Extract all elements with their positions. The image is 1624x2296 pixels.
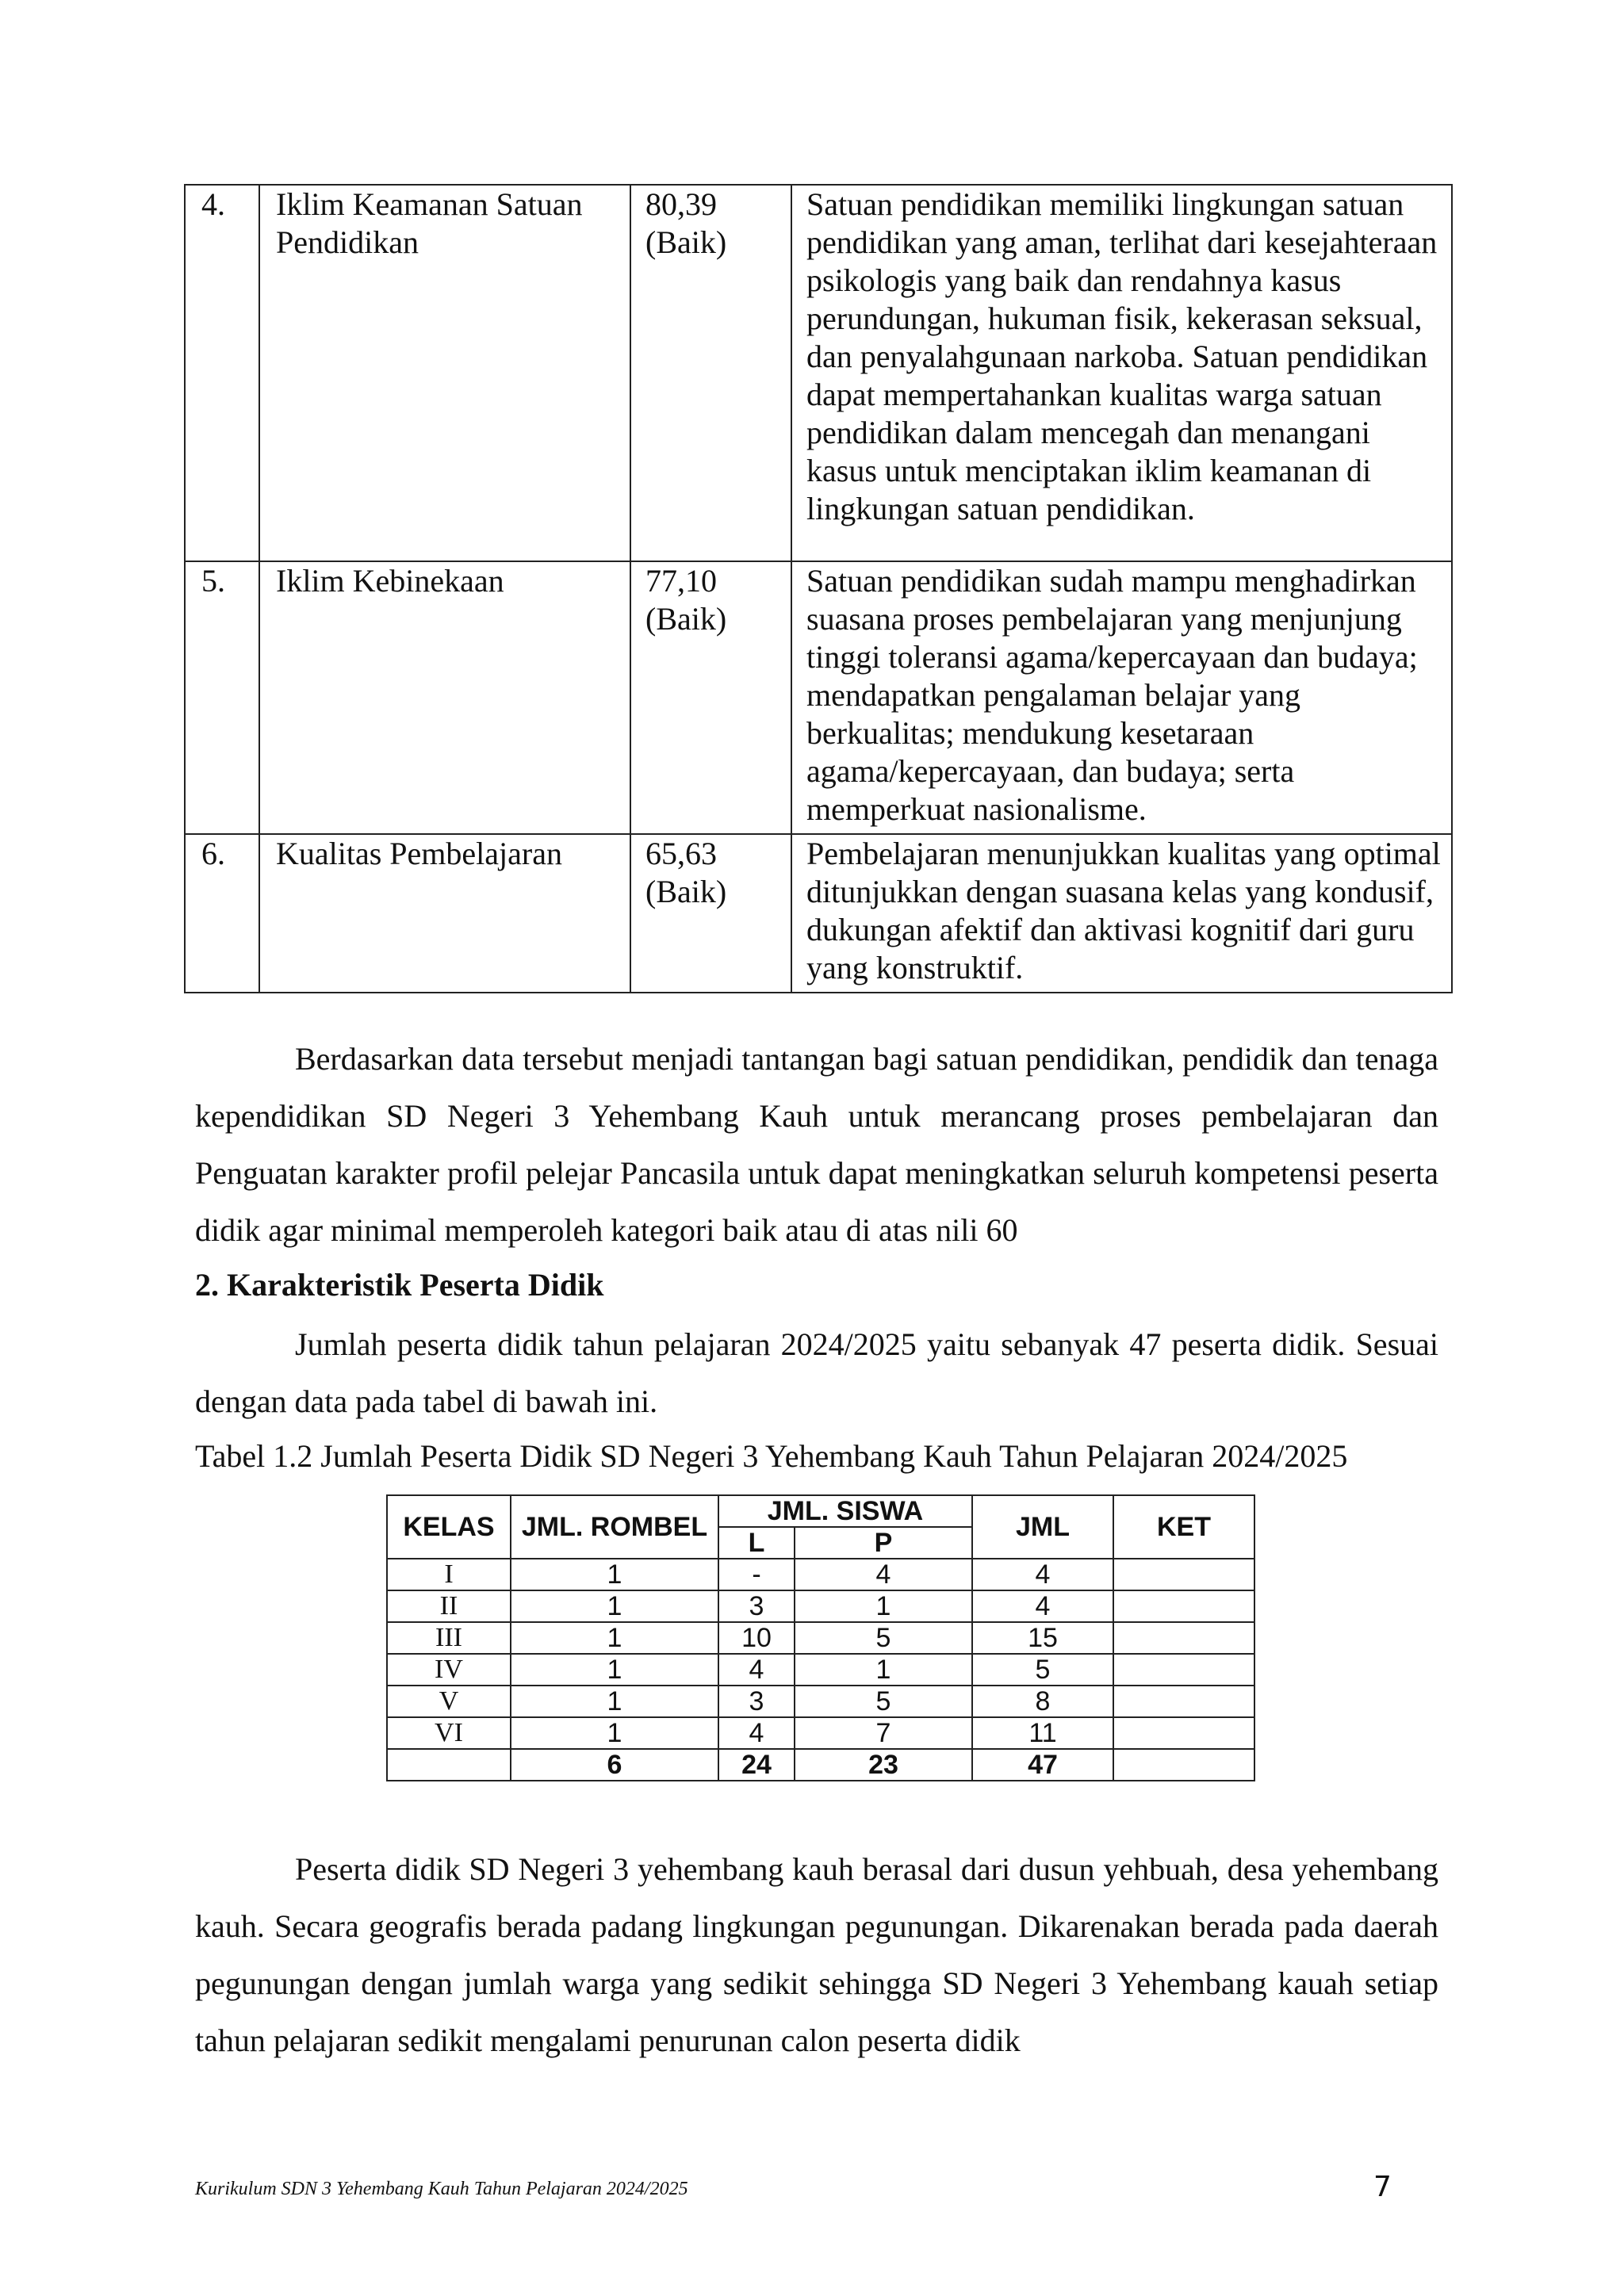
header-jml: JML xyxy=(972,1495,1113,1559)
cell-kelas: VI xyxy=(387,1717,511,1749)
total-p: 23 xyxy=(795,1749,972,1781)
indicator-description: Pembelajaran menunjukkan kualitas yang optimal ditunjukkan dengan suasana kelas yang kondusif, dukungan afektif dan aktivasi kognitif dari guru yang konstruktif. xyxy=(791,834,1452,993)
indicator-number: 4. xyxy=(185,185,259,561)
table-row xyxy=(387,1622,1254,1654)
header-p: P xyxy=(795,1527,972,1559)
cell-l: - xyxy=(718,1559,795,1590)
cell-rombel: 1 xyxy=(511,1654,718,1686)
cell-rombel: 1 xyxy=(511,1590,718,1622)
table-row xyxy=(387,1590,1254,1622)
cell-l: 4 xyxy=(718,1717,795,1749)
header-l: L xyxy=(718,1527,795,1559)
table-row xyxy=(387,1686,1254,1717)
indicator-score-cell xyxy=(630,185,791,561)
header-jml-siswa: JML. SISWA xyxy=(718,1495,972,1527)
cell-rombel: 1 xyxy=(511,1717,718,1749)
cell-jml: 15 xyxy=(972,1622,1113,1654)
indicator-row xyxy=(185,185,1452,561)
table-row xyxy=(387,1559,1254,1590)
total-l: 24 xyxy=(718,1749,795,1781)
indicator-row xyxy=(185,834,1452,993)
cell-rombel: 1 xyxy=(511,1622,718,1654)
cell-rombel: 1 xyxy=(511,1559,718,1590)
cell-kelas: II xyxy=(387,1590,511,1622)
cell-kelas: III xyxy=(387,1622,511,1654)
paragraph-student-count: Jumlah peserta didik tahun pelajaran 2024/2025 yaitu sebanyak 47 peserta didik. Sesuai dengan data pada tabel di bawah ini. xyxy=(195,1326,1438,1419)
cell-kelas: V xyxy=(387,1686,511,1717)
indicator-category: (Baik) xyxy=(645,224,727,260)
indicator-score: 65,63 xyxy=(645,836,717,871)
cell-ket xyxy=(1113,1717,1254,1749)
cell-p: 5 xyxy=(795,1686,972,1717)
cell-p: 1 xyxy=(795,1654,972,1686)
header-kelas: KELAS xyxy=(387,1495,511,1559)
cell-kelas: IV xyxy=(387,1654,511,1686)
page-number: 7 xyxy=(1373,2171,1392,2203)
indicator-description: Satuan pendidikan sudah mampu menghadirkan suasana proses pembelajaran yang menjunjung tinggi toleransi agama/kepercayaan dan budaya; mendapatkan pengalaman belajar yang berkualitas; mendukung kesetaraan agama/kepercayaan, dan budaya; serta memperkuat nasionalisme. xyxy=(791,561,1452,834)
indicator-number: 6. xyxy=(185,834,259,993)
indicator-description: Satuan pendidikan memiliki lingkungan satuan pendidikan yang aman, terlihat dari kesejahteraan psikologis yang baik dan rendahnya kasus perundungan, hukuman fisik, kekerasan seksual, dan penyalahgunaan narkoba. Satuan pendidikan dapat mempertahankan kualitas warga satuan pendidikan dalam mencegah dan menangani kasus untuk menciptakan iklim keamanan di lingkungan satuan pendidikan. xyxy=(791,185,1452,561)
indicator-row xyxy=(185,561,1452,834)
indicator-number: 5. xyxy=(185,561,259,834)
cell-l: 3 xyxy=(718,1590,795,1622)
cell-p: 5 xyxy=(795,1622,972,1654)
indicator-score: 80,39 xyxy=(645,186,717,222)
paragraph-challenge: Berdasarkan data tersebut menjadi tantangan bagi satuan pendidikan, pendidik dan tenaga kependidikan SD Negeri 3 Yehembang Kauh untuk merancang proses pembelajaran dan Penguatan karakter profil pelejar Pancasila untuk dapat meningkatkan seluruh kompetensi peserta didik agar minimal memperoleh kategori baik atau di atas nili 60 xyxy=(195,1041,1438,1248)
indicator-name: Kualitas Pembelajaran xyxy=(259,834,630,993)
cell-rombel: 1 xyxy=(511,1686,718,1717)
table-row xyxy=(387,1654,1254,1686)
section-heading: 2. Karakteristik Peserta Didik xyxy=(195,1267,604,1303)
header-ket: KET xyxy=(1113,1495,1254,1559)
cell-kelas: I xyxy=(387,1559,511,1590)
indicator-name: Iklim Kebinekaan xyxy=(259,561,630,834)
indicator-score-cell xyxy=(630,561,791,834)
cell-p: 1 xyxy=(795,1590,972,1622)
cell-jml: 8 xyxy=(972,1686,1113,1717)
cell-l: 10 xyxy=(718,1622,795,1654)
cell-l: 4 xyxy=(718,1654,795,1686)
student-table xyxy=(386,1494,1255,1781)
indicator-name: Iklim Keamanan Satuan Pendidikan xyxy=(259,185,630,561)
cell-p: 7 xyxy=(795,1717,972,1749)
cell-jml: 11 xyxy=(972,1717,1113,1749)
cell-jml: 4 xyxy=(972,1559,1113,1590)
cell-ket xyxy=(1113,1686,1254,1717)
cell-ket xyxy=(1113,1559,1254,1590)
table-caption: Tabel 1.2 Jumlah Peserta Didik SD Negeri 3 Yehembang Kauh Tahun Pelajaran 2024/2025 xyxy=(195,1438,1348,1474)
footer-note: Kurikulum SDN 3 Yehembang Kauh Tahun Pelajaran 2024/2025 xyxy=(195,2179,688,2199)
table-header-row xyxy=(387,1495,1254,1527)
indicator-score-cell xyxy=(630,834,791,993)
cell-p: 4 xyxy=(795,1559,972,1590)
indicator-category: (Baik) xyxy=(645,601,727,637)
total-rombel: 6 xyxy=(511,1749,718,1781)
total-ket xyxy=(1113,1749,1254,1781)
indicator-score: 77,10 xyxy=(645,563,717,599)
paragraph-geography: Peserta didik SD Negeri 3 yehembang kauh berasal dari dusun yehbuah, desa yehembang kauh. Secara geografis berada padang lingkungan pegunungan. Dikarenakan berada pada daerah pegunungan dengan jumlah warga yang sedikit sehingga SD Negeri 3 Yehembang kauah setiap tahun pelajaran sedikit mengalami penurunan calon peserta didik xyxy=(195,1851,1438,2058)
total-kelas xyxy=(387,1749,511,1781)
cell-l: 3 xyxy=(718,1686,795,1717)
total-jml: 47 xyxy=(972,1749,1113,1781)
cell-jml: 4 xyxy=(972,1590,1113,1622)
cell-ket xyxy=(1113,1590,1254,1622)
cell-ket xyxy=(1113,1654,1254,1686)
indicator-category: (Baik) xyxy=(645,874,727,909)
table-total-row xyxy=(387,1749,1254,1781)
table-row xyxy=(387,1717,1254,1749)
cell-ket xyxy=(1113,1622,1254,1654)
indicator-table xyxy=(184,184,1453,993)
cell-jml: 5 xyxy=(972,1654,1113,1686)
header-rombel: JML. ROMBEL xyxy=(511,1495,718,1559)
